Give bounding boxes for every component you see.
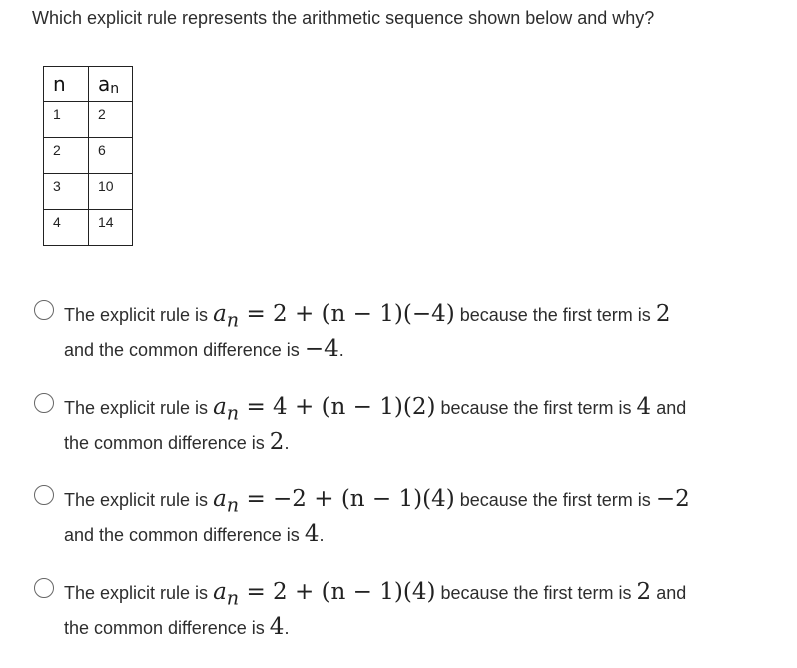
option-mid: because the first term is: [459, 490, 651, 510]
explicit-rule-formula: $a_n = -2 + (n - 1)(4)$: [213, 486, 455, 517]
option-mid: because the first term is: [440, 583, 632, 603]
option-prefix: The explicit rule is: [64, 398, 209, 418]
table-row: [44, 138, 133, 174]
table-header-row: [44, 67, 133, 102]
radio-button-option-3[interactable]: [34, 485, 54, 505]
first-term-value: 2: [655, 301, 671, 327]
table-row: [44, 210, 133, 246]
cell-an: 6: [89, 138, 133, 174]
option-1-text: [64, 300, 754, 365]
first-term-value: −2: [655, 486, 690, 512]
option-2-text: [64, 393, 754, 458]
option-line2: the common difference is: [64, 617, 265, 638]
radio-button-option-2[interactable]: [34, 393, 54, 413]
question-text: Which explicit rule represents the arithmetic sequence shown below and why?: [32, 8, 655, 28]
first-term-value: 4: [636, 394, 652, 420]
answer-option-1[interactable]: [34, 300, 754, 365]
option-4-text: [64, 578, 754, 643]
option-and: and: [656, 398, 687, 418]
option-line2: and the common difference is: [64, 339, 300, 360]
common-difference-value: 2: [269, 428, 285, 455]
option-mid: because the first term is: [459, 305, 651, 325]
table-row: [44, 174, 133, 210]
option-3-text: [64, 485, 754, 550]
option-line2: the common difference is: [64, 432, 265, 453]
explicit-rule-formula: $a_n = 2 + (n - 1)(-4)$: [213, 301, 455, 332]
answer-option-2[interactable]: [34, 393, 754, 458]
option-line2: and the common difference is: [64, 524, 300, 545]
sequence-table: [43, 66, 133, 246]
cell-n: 1: [44, 102, 89, 138]
header-n: n: [44, 67, 89, 102]
first-term-value: 2: [636, 579, 652, 605]
header-an: [89, 67, 133, 102]
answer-option-4[interactable]: [34, 578, 754, 643]
common-difference-value: 4: [304, 520, 320, 547]
header-a-sub: n: [110, 80, 120, 97]
option-prefix: The explicit rule is: [64, 490, 209, 510]
cell-an: 14: [89, 210, 133, 246]
explicit-rule-formula: $a_n = 2 + (n - 1)(4)$: [213, 579, 436, 610]
answer-option-3[interactable]: [34, 485, 754, 550]
radio-button-option-4[interactable]: [34, 578, 54, 598]
radio-button-option-1[interactable]: [34, 300, 54, 320]
cell-an: 10: [89, 174, 133, 210]
option-prefix: The explicit rule is: [64, 305, 209, 325]
cell-n: 3: [44, 174, 89, 210]
common-difference-value: −4: [304, 335, 339, 362]
common-difference-value: 4: [269, 613, 285, 640]
table-row: [44, 102, 133, 138]
cell-n: 2: [44, 138, 89, 174]
option-end: .: [338, 339, 344, 360]
option-and: and: [656, 583, 687, 603]
header-a-base: a: [98, 71, 111, 96]
option-end: .: [284, 432, 290, 453]
cell-n: 4: [44, 210, 89, 246]
option-prefix: The explicit rule is: [64, 583, 209, 603]
cell-an: 2: [89, 102, 133, 138]
explicit-rule-formula: $a_n = 4 + (n - 1)(2)$: [213, 394, 436, 425]
option-mid: because the first term is: [440, 398, 632, 418]
option-end: .: [319, 524, 325, 545]
option-end: .: [284, 617, 290, 638]
